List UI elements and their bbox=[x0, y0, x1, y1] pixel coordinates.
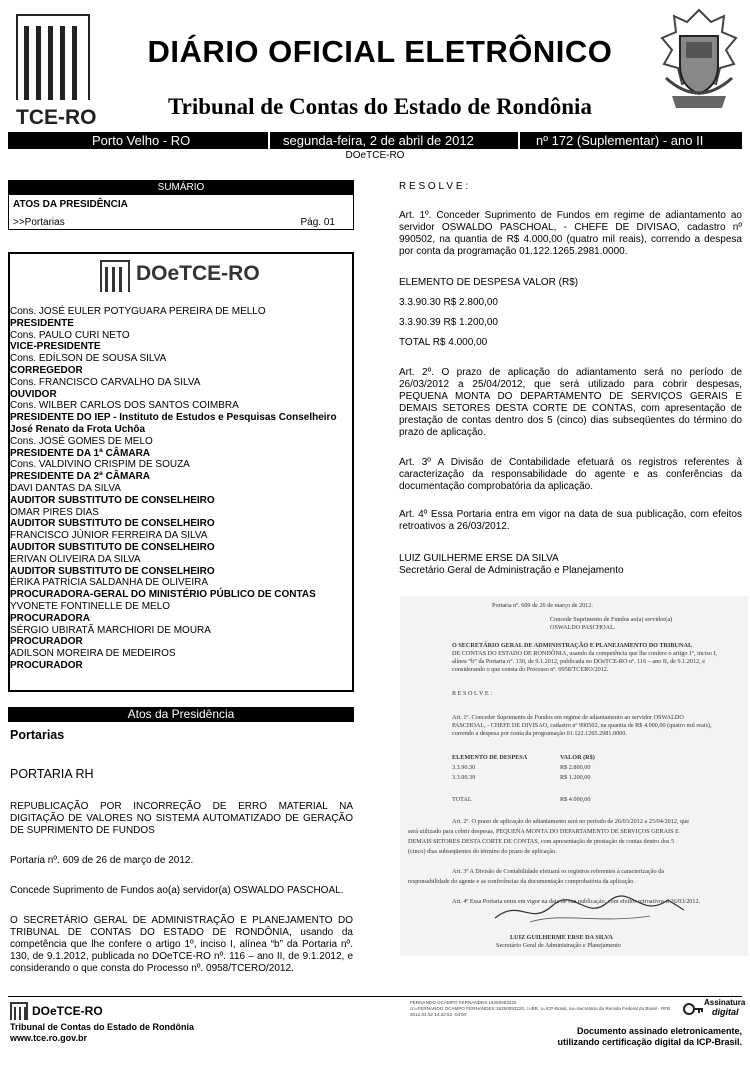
composition-member: Cons. JOSÉ GOMES DE MELO bbox=[10, 435, 153, 447]
composition-member: ADILSON MOREIRA DE MEDEIROS bbox=[10, 648, 176, 660]
signer-role: Secretário Geral de Administração e Planejamento bbox=[399, 565, 624, 576]
composition-role: PROCURADOR bbox=[10, 659, 83, 671]
scan-line: Art. 3º A Divisão de Contabilidade efetuará os registros referentes à caracterização da bbox=[452, 868, 665, 875]
footer-tribunal: Tribunal de Contas do Estado de Rondônia bbox=[10, 1022, 195, 1032]
composition-role: VICE-PRESIDENTE bbox=[10, 341, 101, 353]
bar-divider bbox=[518, 132, 520, 149]
elemento-row-1: 3.3.90.30 R$ 2.800,00 bbox=[399, 297, 498, 308]
composition-member: ERIVAN OLIVEIRA DA SILVA bbox=[10, 553, 141, 565]
composition-list bbox=[10, 306, 350, 672]
scan-line: VALOR (R$) bbox=[560, 754, 595, 761]
scan-line: R$ 2.800,00 bbox=[560, 764, 591, 771]
doetce-logo-text: DOeTCE-RO bbox=[136, 262, 260, 285]
elemento-heading: ELEMENTO DE DESPESA VALOR (R$) bbox=[399, 277, 579, 288]
composition-role: PROCURADOR bbox=[10, 636, 83, 648]
tce-ro-logo-text: TCE-RO bbox=[16, 106, 97, 129]
atos-heading: Atos da Presidência bbox=[8, 707, 354, 722]
composition-role: AUDITOR SUBSTITUTO DE CONSELHEIRO bbox=[10, 494, 215, 506]
signature-line: FERNANDO OCAMPO FERNANDES:16250093220 bbox=[410, 1000, 517, 1005]
composition-member: Cons. JOSÉ EULER POTYGUARA PEREIRA DE MELLO bbox=[10, 306, 266, 317]
scan-line: Art. 2º. O prazo de aplicação do adiantamento será no período de 26/03/2012 a 25/04/2012, que bbox=[452, 818, 689, 825]
edition-bar bbox=[8, 132, 742, 149]
signer-name: LUIZ GUILHERME ERSE DA SILVA bbox=[399, 553, 559, 564]
composition-member: Cons. FRANCISCO CARVALHO DA SILVA bbox=[10, 376, 201, 388]
composition-member: Cons. EDÍLSON DE SOUSA SILVA bbox=[10, 353, 167, 365]
composition-member: Cons. PAULO CURI NETO bbox=[10, 329, 130, 341]
portaria-number: Portaria nº. 609 de 26 de março de 2012. bbox=[10, 855, 194, 866]
sumario-heading: SUMÁRIO bbox=[9, 181, 353, 195]
composition-role: CORREGEDOR bbox=[10, 364, 83, 376]
scan-line: DEMAIS SETORES DESTA CORTE DE CONTAS, com apresentação de prestação de contas dentro dos 5 bbox=[408, 838, 675, 845]
composition-role: PROCURADORA bbox=[10, 612, 90, 624]
composition-role: AUDITOR SUBSTITUTO DE CONSELHEIRO bbox=[10, 541, 215, 553]
footer-rule bbox=[8, 996, 742, 997]
signature-line: cn=FERNANDO OCAMPO FERNANDES:16250093220, c=BR, o=ICP-Brasil, ou=Secretaria da Receita Federal do Brasil - RFB bbox=[410, 1006, 671, 1011]
badge-assinatura: Assinatura bbox=[704, 998, 746, 1007]
scan-line: TOTAL bbox=[452, 796, 472, 803]
concede-text: Concede Suprimento de Fundos ao(a) servidor(a) OSWALDO PASCHOAL. bbox=[10, 885, 344, 896]
composition-role: PRESIDENTE DA 2ª CÂMARA bbox=[10, 471, 151, 483]
scan-line: Secretário Geral de Administração e Planejamento bbox=[496, 942, 621, 949]
scan-line: DE CONTAS DO ESTADO DE RONDÔNIA, usando da competência que lhe confere o artigo 1º, inciso I, bbox=[452, 650, 718, 657]
tce-ro-logo bbox=[8, 6, 98, 130]
sumario-section: ATOS DA PRESIDÊNCIA bbox=[13, 199, 128, 210]
scan-line: 3.3.90.39 bbox=[452, 774, 476, 781]
elemento-row-2: 3.3.90.39 R$ 1.200,00 bbox=[399, 317, 498, 328]
sumario-page: Pág. 01 bbox=[300, 217, 335, 228]
art4-text: Art. 4º Essa Portaria entra em vigor na data de sua publicação, com efeitos retroativos a 26/03/2012. bbox=[399, 509, 742, 532]
elemento-total: TOTAL R$ 4.000,00 bbox=[399, 337, 488, 348]
footer-site-link[interactable]: www.tce.ro.gov.br bbox=[10, 1033, 88, 1043]
composition-member: Cons. WILBER CARLOS DOS SANTOS COIMBRA bbox=[10, 400, 239, 412]
portaria-rh-heading: PORTARIA RH bbox=[10, 767, 94, 781]
scan-line: PASCHOAL, - CHEFE DE DIVISAO, cadastro nº 990502, na quantia de R$ 4.000,00 (quatro mil reais), bbox=[452, 722, 712, 729]
scan-line: LUIZ GUILHERME ERSE DA SILVA bbox=[510, 934, 613, 941]
composition-role: AUDITOR SUBSTITUTO DE CONSELHEIRO bbox=[10, 518, 215, 530]
scan-line: ELEMENTO DE DESPESA bbox=[452, 754, 528, 761]
sumario-item-portarias[interactable]: >>Portarias bbox=[13, 217, 65, 228]
page-title: DIÁRIO OFICIAL ELETRÔNICO bbox=[147, 34, 613, 69]
scan-line: será utilizado para cobrir despesas, PEQUENA MONTA DO DEPARTAMENTO DE SERVIÇOS GERAIS E bbox=[408, 828, 679, 835]
state-crest-icon bbox=[656, 8, 742, 120]
signature-line: 2012.04.02 14:32:52 -04'00' bbox=[410, 1012, 467, 1017]
composition-role: PRESIDENTE bbox=[10, 317, 74, 329]
edition-number: nº 172 (Suplementar) - ano II bbox=[536, 133, 704, 148]
edition-date: segunda-feira, 2 de abril de 2012 bbox=[283, 133, 474, 148]
scan-line: considerando o que consta do Processo nº. 0958/TCERO/2012. bbox=[452, 666, 609, 673]
art2-text: Art. 2º. O prazo de aplicação do adiantamento será no período de 26/03/2012 a 25/04/2012, que será utilizado para cobrir despesas, PEQUENA MONTA DO DEPARTAMENTO DE SERVIÇOS GERAIS E DEMAIS SETORES DESTA CORTE DE CONTAS, com apresentação de prestação de contas dentro dos 5 (cinco) dias subseqüentes do término do prazo de aplicação. bbox=[399, 367, 742, 438]
composition-member: YVONETE FONTINELLE DE MELO bbox=[10, 600, 171, 612]
page-subtitle: Tribunal de Contas do Estado de Rondônia bbox=[168, 94, 592, 119]
scan-line: alínea “b” da Portaria n°. 130, de 9.1.2012, publicada no DOeTCE-RO nº. 116 – ano II, de 9.1.2012, e bbox=[452, 658, 705, 665]
scan-line: Art. 1º. Conceder Suprimento de Fundos em regime de adiantamento ao servidor OSWALDO bbox=[452, 714, 684, 721]
key-icon bbox=[682, 998, 704, 1020]
sumario-box bbox=[8, 180, 354, 230]
scan-line: (cinco) dias subseqüentes do término do prazo de aplicação. bbox=[408, 848, 557, 855]
digital-signature-info bbox=[410, 1000, 680, 1018]
composition-role: AUDITOR SUBSTITUTO DE CONSELHEIRO bbox=[10, 565, 215, 577]
footer-doc-note-1: Documento assinado eletronicamente, bbox=[576, 1026, 742, 1036]
footer-doc-note-2: utilizando certificação digital da ICP-Brasil. bbox=[557, 1037, 742, 1047]
scan-line: responsabilidade do agente e as conferências da documentação comprobatória da aplicação. bbox=[408, 878, 635, 885]
scan-line: 3.3.90.30 bbox=[452, 764, 476, 771]
composition-role: PRESIDENTE DO IEP - Instituto de Estudos e Pesquisas Conselheiro bbox=[10, 412, 337, 424]
edition-city: Porto Velho - RO bbox=[92, 133, 191, 148]
art3-text: Art. 3º A Divisão de Contabilidade efetuará os registros referentes à caracterização da responsabilidade do agente e as conferências da documentação comprobatória da aplicação. bbox=[399, 457, 742, 492]
scan-line: OSWALDO PASCHOAL. bbox=[550, 624, 616, 631]
composition-member: DAVI DANTAS DA SILVA bbox=[10, 482, 121, 494]
scan-line: Art. 4º Essa Portaria entra em vigor na data de sua publicação, com efeitos retroativos a 26/03/2012. bbox=[452, 898, 701, 905]
digital-signature-badge bbox=[682, 998, 744, 1020]
composition-member: Cons. VALDIVINO CRISPIM DE SOUZA bbox=[10, 459, 190, 471]
handwritten-signature bbox=[490, 892, 690, 930]
publication-name: DOeTCE-RO bbox=[345, 150, 405, 161]
composition-member: OMAR PIRES DIAS bbox=[10, 506, 99, 518]
composition-role: PRESIDENTE DA 1ª CÂMARA bbox=[10, 447, 151, 459]
scan-line: R$ 4.000,00 bbox=[560, 796, 591, 803]
scan-line: O SECRETÁRIO GERAL DE ADMINISTRAÇÃO E PLANEJAMENTO DO TRIBUNAL bbox=[452, 642, 693, 649]
composition-role: PROCURADORA-GERAL DO MINISTÉRIO PÚBLICO DE CONTAS bbox=[10, 589, 316, 601]
scan-line: R$ 1.200,00 bbox=[560, 774, 591, 781]
portarias-heading: Portarias bbox=[10, 728, 65, 742]
resolve-heading: R E S O L V E : bbox=[399, 181, 469, 192]
columns-icon bbox=[100, 260, 130, 292]
scan-line: Portaria nº. 609 de 26 de março de 2012. bbox=[492, 602, 593, 609]
footer-logo-text: DOeTCE-RO bbox=[32, 1004, 103, 1018]
doetce-logo bbox=[100, 258, 260, 298]
scanned-document bbox=[400, 596, 748, 956]
composition-member: ÉRIKA PATRÍCIA SALDANHA DE OLIVEIRA bbox=[10, 577, 209, 589]
secretario-text: O SECRETÁRIO GERAL DE ADMINISTRAÇÃO E PLANEJAMENTO DO TRIBUNAL DE CONTAS DO ESTADO DE RONDÔNIA, usando da competência que lhe confere o artigo 1º, inciso I, alínea “b” da Portaria nº. 130, de 9.1.2012, publicada no DOeTCE-RO nº. 116 – ano II, de 9.1.2012, e considerando o que consta do Processo nº. 0958/TCERO/2012. bbox=[10, 915, 353, 974]
scan-line: correndo a despesa por conta da programação 01.122.1265.2981.0000. bbox=[452, 730, 627, 737]
republicacao-text: REPUBLICAÇÃO POR INCORREÇÃO DE ERRO MATERIAL NA DIGITAÇÃO DE VALORES NO SISTEMA AUTOMATIZADO DE GERAÇÃO DE SUPRIMENTO DE FUNDOS bbox=[10, 801, 353, 836]
composition-member: SÉRGIO UBIRATÃ MARCHIORI DE MOURA bbox=[10, 624, 211, 636]
composition-member: FRANCISCO JÚNIOR FERREIRA DA SILVA bbox=[10, 530, 208, 542]
composition-role: José Renato da Frota Uchôa bbox=[10, 423, 146, 435]
badge-digital: digital bbox=[712, 1007, 739, 1017]
scan-line: Concede Suprimento de Fundos ao(a) servidor(a) bbox=[550, 616, 673, 623]
composition-role: OUVIDOR bbox=[10, 388, 57, 400]
bar-divider bbox=[268, 132, 270, 149]
scan-line: R E S O L V E : bbox=[452, 690, 492, 697]
columns-icon bbox=[10, 1002, 28, 1020]
art1-text: Art. 1º. Conceder Suprimento de Fundos em regime de adiantamento ao servidor OSWALDO PASCHOAL, - CHEFE DE DIVISAO, cadastro nº 990502, na quantia de R$ 4.000,00 (quatro mil reais), correndo a despesa por conta da programação 01.122.1265.2981.0000. bbox=[399, 210, 742, 257]
